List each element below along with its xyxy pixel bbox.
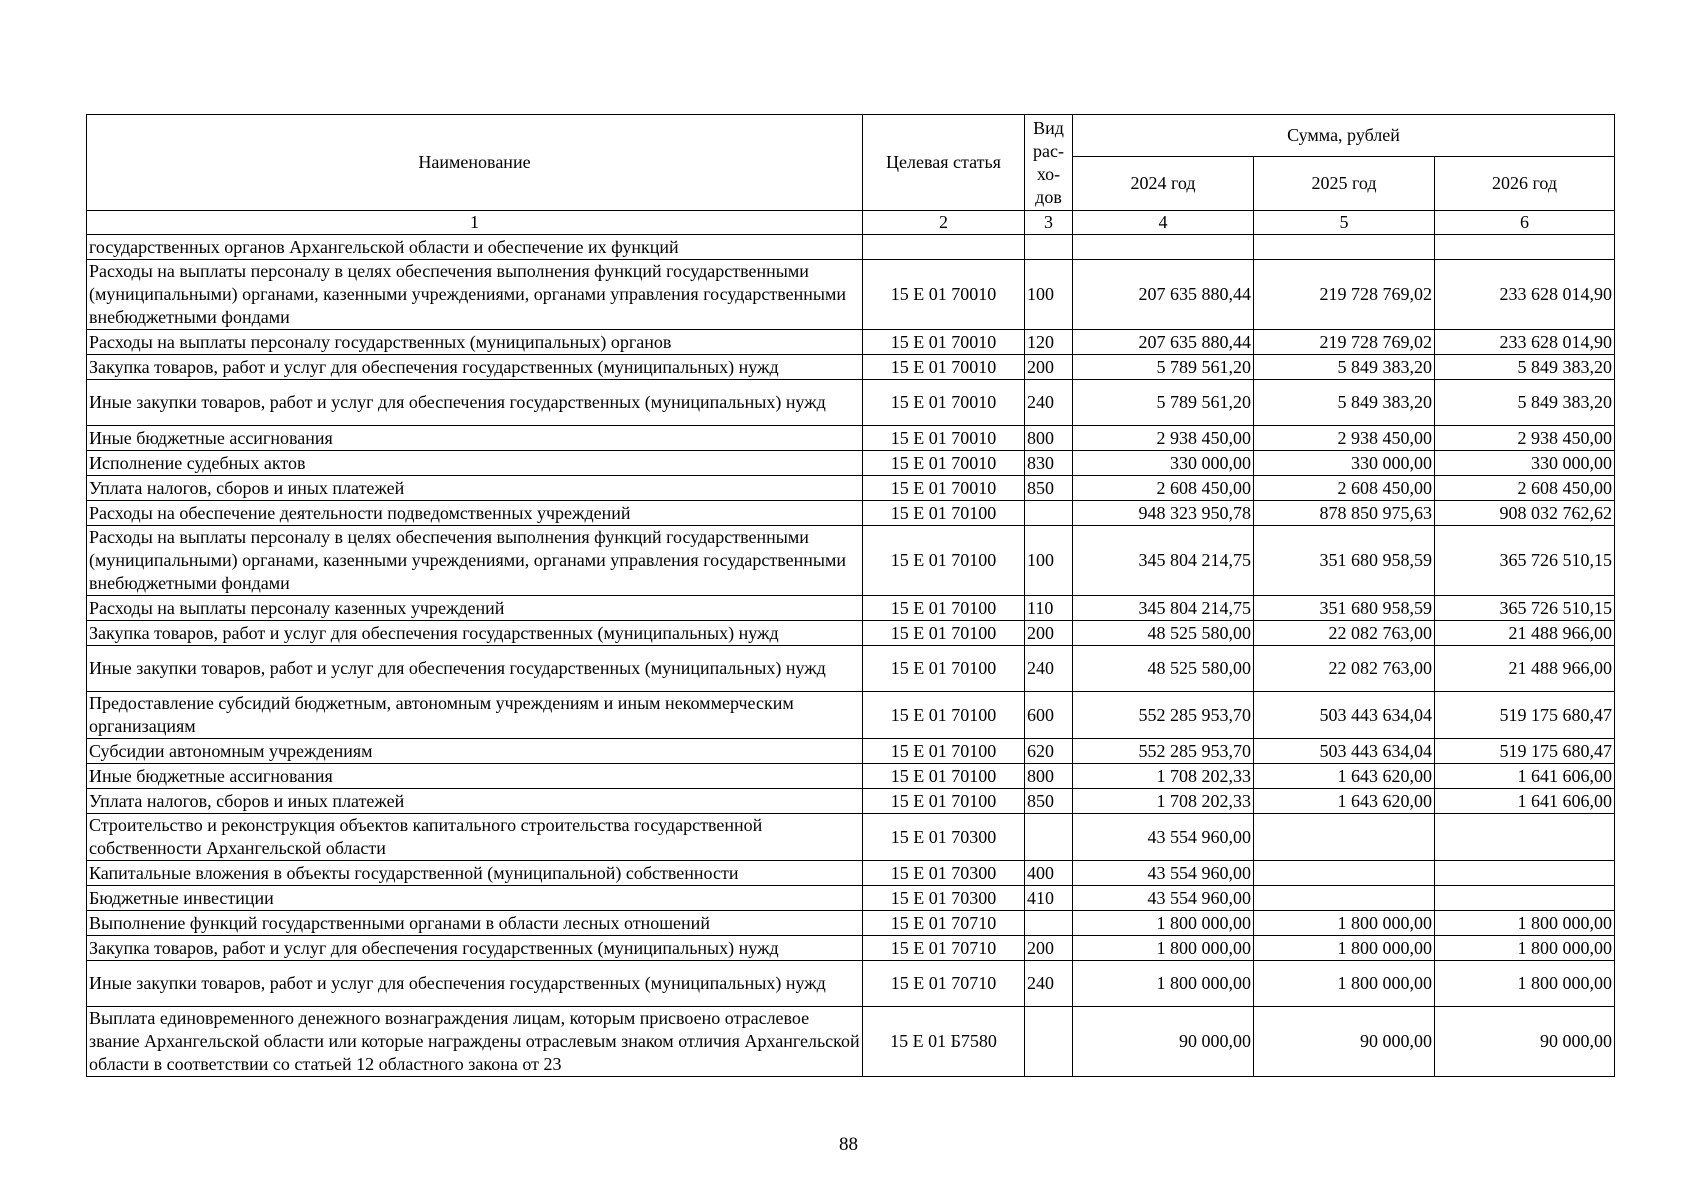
table-row	[87, 260, 1615, 330]
row-name: Закупка товаров, работ и услуг для обеспечения государственных (муниципальных) нужд	[87, 621, 863, 646]
row-target-code: 15 Е 01 70300	[863, 814, 1025, 861]
table-row	[87, 501, 1615, 526]
row-sum-2024: 1 708 202,33	[1073, 789, 1254, 814]
row-sum-2026: 1 800 000,00	[1435, 961, 1615, 1007]
row-sum-2025: 351 680 958,59	[1254, 596, 1435, 621]
row-sum-2024: 48 525 580,00	[1073, 646, 1254, 692]
header-year-2024: 2024 год	[1073, 157, 1254, 211]
row-expense-kind: 100	[1025, 526, 1073, 596]
row-sum-2025	[1254, 235, 1435, 260]
row-sum-2026: 1 800 000,00	[1435, 936, 1615, 961]
row-sum-2025: 503 443 634,04	[1254, 739, 1435, 764]
row-expense-kind: 100	[1025, 260, 1073, 330]
table-row	[87, 886, 1615, 911]
table-row	[87, 692, 1615, 739]
header-expense-kind: Вид рас-хо-дов	[1025, 115, 1073, 211]
row-sum-2025: 1 800 000,00	[1254, 911, 1435, 936]
row-name: Капитальные вложения в объекты государственной (муниципальной) собственности	[87, 861, 863, 886]
row-expense-kind: 200	[1025, 936, 1073, 961]
column-number: 5	[1254, 211, 1435, 235]
column-number: 2	[863, 211, 1025, 235]
row-name: Строительство и реконструкция объектов капитального строительства государственной собственности Архангельской области	[87, 814, 863, 861]
row-sum-2025: 1 800 000,00	[1254, 961, 1435, 1007]
row-name: Выполнение функций государственными органами в области лесных отношений	[87, 911, 863, 936]
row-sum-2026	[1435, 886, 1615, 911]
table-row	[87, 526, 1615, 596]
row-target-code: 15 Е 01 70100	[863, 596, 1025, 621]
column-number: 3	[1025, 211, 1073, 235]
row-expense-kind: 600	[1025, 692, 1073, 739]
row-target-code: 15 Е 01 70100	[863, 739, 1025, 764]
row-sum-2025: 351 680 958,59	[1254, 526, 1435, 596]
row-target-code: 15 Е 01 70010	[863, 260, 1025, 330]
row-target-code: 15 Е 01 70710	[863, 961, 1025, 1007]
row-name: Бюджетные инвестиции	[87, 886, 863, 911]
row-name: Расходы на выплаты персоналу государственных (муниципальных) органов	[87, 330, 863, 355]
row-name: Расходы на выплаты персоналу казенных учреждений	[87, 596, 863, 621]
row-name: Иные закупки товаров, работ и услуг для обеспечения государственных (муниципальных) нужд	[87, 646, 863, 692]
row-name: Иные закупки товаров, работ и услуг для обеспечения государственных (муниципальных) нужд	[87, 380, 863, 426]
row-sum-2025: 22 082 763,00	[1254, 646, 1435, 692]
table-body	[87, 235, 1615, 1077]
row-sum-2024: 1 800 000,00	[1073, 911, 1254, 936]
row-sum-2025: 5 849 383,20	[1254, 355, 1435, 380]
row-sum-2025	[1254, 814, 1435, 861]
row-sum-2024: 43 554 960,00	[1073, 861, 1254, 886]
row-expense-kind: 110	[1025, 596, 1073, 621]
row-expense-kind	[1025, 1007, 1073, 1077]
page-number: 88	[839, 1134, 858, 1155]
row-sum-2024: 345 804 214,75	[1073, 596, 1254, 621]
row-sum-2026: 2 608 450,00	[1435, 476, 1615, 501]
row-sum-2025: 90 000,00	[1254, 1007, 1435, 1077]
row-target-code: 15 Е 01 70010	[863, 380, 1025, 426]
row-sum-2026: 21 488 966,00	[1435, 646, 1615, 692]
row-name: Закупка товаров, работ и услуг для обеспечения государственных (муниципальных) нужд	[87, 355, 863, 380]
row-sum-2026	[1435, 235, 1615, 260]
row-sum-2026: 1 800 000,00	[1435, 911, 1615, 936]
row-name: Субсидии автономным учреждениям	[87, 739, 863, 764]
row-target-code: 15 Е 01 70710	[863, 911, 1025, 936]
row-sum-2026: 5 849 383,20	[1435, 355, 1615, 380]
row-sum-2026: 908 032 762,62	[1435, 501, 1615, 526]
row-sum-2025: 5 849 383,20	[1254, 380, 1435, 426]
row-sum-2026: 21 488 966,00	[1435, 621, 1615, 646]
row-expense-kind: 850	[1025, 789, 1073, 814]
row-target-code: 15 Е 01 70100	[863, 789, 1025, 814]
row-target-code: 15 Е 01 70010	[863, 476, 1025, 501]
row-sum-2026	[1435, 814, 1615, 861]
row-name: Иные бюджетные ассигнования	[87, 426, 863, 451]
row-target-code: 15 Е 01 70010	[863, 330, 1025, 355]
row-target-code: 15 Е 01 70300	[863, 861, 1025, 886]
table-row	[87, 426, 1615, 451]
row-sum-2026: 365 726 510,15	[1435, 596, 1615, 621]
row-sum-2025	[1254, 886, 1435, 911]
row-name: Предоставление субсидий бюджетным, автономным учреждениям и иным некоммерческим организациям	[87, 692, 863, 739]
row-sum-2026	[1435, 861, 1615, 886]
row-sum-2026: 1 641 606,00	[1435, 764, 1615, 789]
row-expense-kind: 800	[1025, 764, 1073, 789]
row-sum-2025: 330 000,00	[1254, 451, 1435, 476]
row-expense-kind	[1025, 814, 1073, 861]
row-expense-kind: 200	[1025, 355, 1073, 380]
row-sum-2025	[1254, 861, 1435, 886]
row-expense-kind: 800	[1025, 426, 1073, 451]
row-expense-kind	[1025, 911, 1073, 936]
table-row	[87, 936, 1615, 961]
row-target-code: 15 Е 01 70300	[863, 886, 1025, 911]
table-row	[87, 646, 1615, 692]
row-sum-2025: 22 082 763,00	[1254, 621, 1435, 646]
row-target-code: 15 Е 01 70010	[863, 426, 1025, 451]
row-name: Исполнение судебных актов	[87, 451, 863, 476]
row-expense-kind: 240	[1025, 961, 1073, 1007]
row-sum-2026: 330 000,00	[1435, 451, 1615, 476]
column-number: 4	[1073, 211, 1254, 235]
row-sum-2025: 2 938 450,00	[1254, 426, 1435, 451]
row-sum-2024: 2 938 450,00	[1073, 426, 1254, 451]
row-sum-2024: 207 635 880,44	[1073, 330, 1254, 355]
row-target-code: 15 Е 01 70100	[863, 621, 1025, 646]
row-sum-2024: 48 525 580,00	[1073, 621, 1254, 646]
row-name: государственных органов Архангельской области и обеспечение их функций	[87, 235, 863, 260]
row-target-code: 15 Е 01 70100	[863, 526, 1025, 596]
row-target-code: 15 Е 01 70100	[863, 692, 1025, 739]
table-row	[87, 355, 1615, 380]
row-target-code: 15 Е 01 Б7580	[863, 1007, 1025, 1077]
row-sum-2024: 552 285 953,70	[1073, 739, 1254, 764]
header-sum: Сумма, рублей	[1073, 115, 1615, 157]
table-row	[87, 739, 1615, 764]
row-expense-kind	[1025, 501, 1073, 526]
row-sum-2024: 948 323 950,78	[1073, 501, 1254, 526]
row-expense-kind: 620	[1025, 739, 1073, 764]
row-sum-2026: 2 938 450,00	[1435, 426, 1615, 451]
table-row	[87, 621, 1615, 646]
row-sum-2025: 1 800 000,00	[1254, 936, 1435, 961]
row-sum-2024: 43 554 960,00	[1073, 814, 1254, 861]
row-name: Иные закупки товаров, работ и услуг для обеспечения государственных (муниципальных) нужд	[87, 961, 863, 1007]
table-row	[87, 961, 1615, 1007]
row-sum-2026: 1 641 606,00	[1435, 789, 1615, 814]
row-name: Закупка товаров, работ и услуг для обеспечения государственных (муниципальных) нужд	[87, 936, 863, 961]
header-year-2026: 2026 год	[1435, 157, 1615, 211]
row-target-code: 15 Е 01 70010	[863, 355, 1025, 380]
row-sum-2024: 207 635 880,44	[1073, 260, 1254, 330]
row-sum-2025: 1 643 620,00	[1254, 764, 1435, 789]
table-row	[87, 814, 1615, 861]
table-row	[87, 380, 1615, 426]
row-sum-2024: 1 800 000,00	[1073, 936, 1254, 961]
row-sum-2025: 219 728 769,02	[1254, 330, 1435, 355]
table-row	[87, 451, 1615, 476]
row-sum-2025: 1 643 620,00	[1254, 789, 1435, 814]
row-name: Уплата налогов, сборов и иных платежей	[87, 476, 863, 501]
table-row	[87, 764, 1615, 789]
row-expense-kind: 240	[1025, 646, 1073, 692]
column-number: 1	[87, 211, 863, 235]
table-row	[87, 1007, 1615, 1077]
row-target-code: 15 Е 01 70010	[863, 451, 1025, 476]
table-row	[87, 861, 1615, 886]
row-sum-2024: 2 608 450,00	[1073, 476, 1254, 501]
row-sum-2026: 519 175 680,47	[1435, 739, 1615, 764]
row-target-code: 15 Е 01 70710	[863, 936, 1025, 961]
row-sum-2024: 1 708 202,33	[1073, 764, 1254, 789]
row-name: Иные бюджетные ассигнования	[87, 764, 863, 789]
row-sum-2024: 330 000,00	[1073, 451, 1254, 476]
row-expense-kind: 400	[1025, 861, 1073, 886]
row-sum-2026: 5 849 383,20	[1435, 380, 1615, 426]
row-sum-2024: 43 554 960,00	[1073, 886, 1254, 911]
row-target-code: 15 Е 01 70100	[863, 646, 1025, 692]
row-sum-2024: 5 789 561,20	[1073, 380, 1254, 426]
row-name: Расходы на выплаты персоналу в целях обеспечения выполнения функций государственными (муниципальными) органами, казенными учреждениями, органами управления государственными внебюджетными фондами	[87, 260, 863, 330]
row-expense-kind: 410	[1025, 886, 1073, 911]
table-row	[87, 789, 1615, 814]
row-sum-2024	[1073, 235, 1254, 260]
row-target-code	[863, 235, 1025, 260]
header-year-2025: 2025 год	[1254, 157, 1435, 211]
row-name: Расходы на выплаты персоналу в целях обеспечения выполнения функций государственными (муниципальными) органами, казенными учреждениями, органами управления государственными внебюджетными фондами	[87, 526, 863, 596]
row-name: Выплата единовременного денежного вознаграждения лицам, которым присвоено отраслевое звание Архангельской области или которые награждены отраслевым знаком отличия Архангельской области в соответствии со статьей 12 областного закона от 23	[87, 1007, 863, 1077]
column-number: 6	[1435, 211, 1615, 235]
row-sum-2026: 519 175 680,47	[1435, 692, 1615, 739]
row-sum-2025: 219 728 769,02	[1254, 260, 1435, 330]
row-sum-2025: 878 850 975,63	[1254, 501, 1435, 526]
row-expense-kind: 240	[1025, 380, 1073, 426]
budget-table	[86, 114, 1615, 1077]
row-name: Расходы на обеспечение деятельности подведомственных учреждений	[87, 501, 863, 526]
row-sum-2024: 345 804 214,75	[1073, 526, 1254, 596]
header-target-article: Целевая статья	[863, 115, 1025, 211]
table-row	[87, 235, 1615, 260]
row-target-code: 15 Е 01 70100	[863, 764, 1025, 789]
header-name: Наименование	[87, 115, 863, 211]
row-sum-2024: 90 000,00	[1073, 1007, 1254, 1077]
row-sum-2026: 365 726 510,15	[1435, 526, 1615, 596]
row-sum-2026: 90 000,00	[1435, 1007, 1615, 1077]
row-expense-kind: 120	[1025, 330, 1073, 355]
row-sum-2026: 233 628 014,90	[1435, 260, 1615, 330]
row-sum-2025: 503 443 634,04	[1254, 692, 1435, 739]
row-sum-2026: 233 628 014,90	[1435, 330, 1615, 355]
row-sum-2025: 2 608 450,00	[1254, 476, 1435, 501]
row-expense-kind: 850	[1025, 476, 1073, 501]
row-name: Уплата налогов, сборов и иных платежей	[87, 789, 863, 814]
table-row	[87, 911, 1615, 936]
row-sum-2024: 552 285 953,70	[1073, 692, 1254, 739]
row-sum-2024: 5 789 561,20	[1073, 355, 1254, 380]
table-row	[87, 330, 1615, 355]
row-expense-kind: 830	[1025, 451, 1073, 476]
row-expense-kind	[1025, 235, 1073, 260]
table-row	[87, 476, 1615, 501]
row-sum-2024: 1 800 000,00	[1073, 961, 1254, 1007]
row-target-code: 15 Е 01 70100	[863, 501, 1025, 526]
row-expense-kind: 200	[1025, 621, 1073, 646]
table-row	[87, 596, 1615, 621]
